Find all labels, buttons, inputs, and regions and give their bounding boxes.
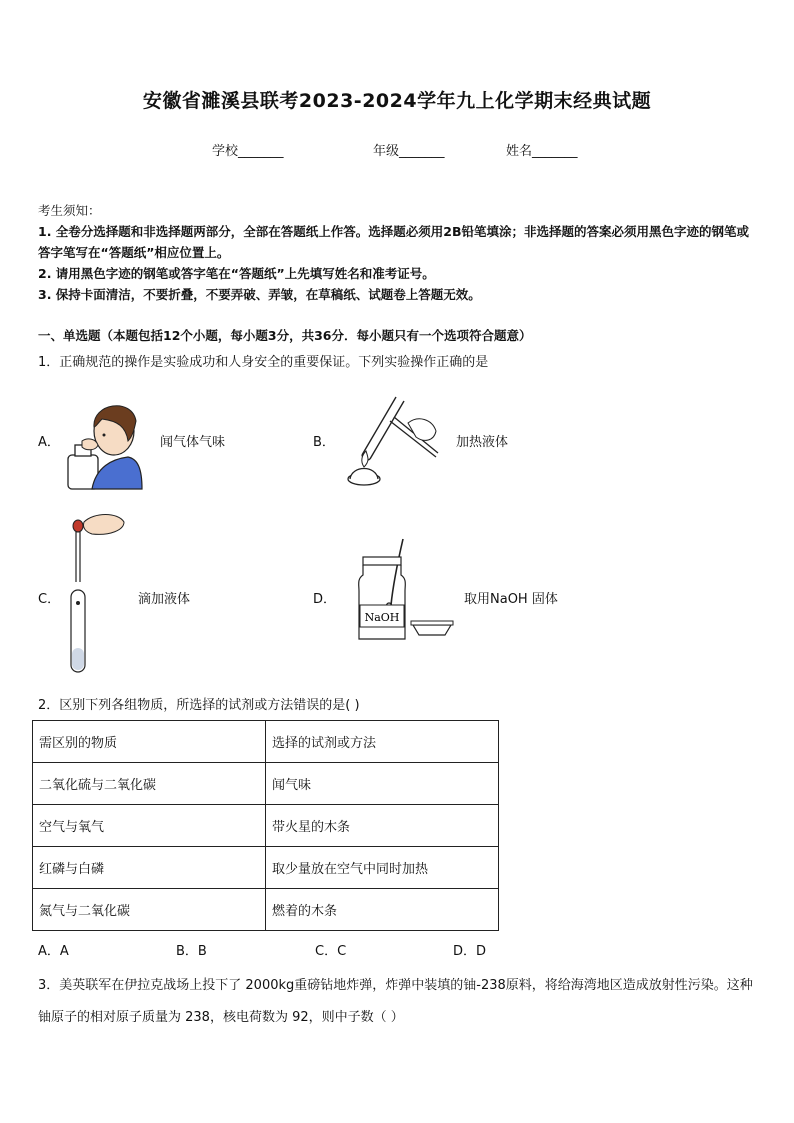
heating-liquid-illustration <box>340 393 440 493</box>
option-c-letter[interactable]: C． <box>38 592 61 607</box>
table-cell: 二氧化硫与二氧化碳 <box>33 763 266 805</box>
table-cell: 氮气与二氧化碳 <box>33 889 266 931</box>
table-cell: 燃着的木条 <box>266 889 499 931</box>
table-cell: 红磷与白磷 <box>33 847 266 889</box>
option-b-letter[interactable]: B． <box>313 435 335 450</box>
table-row <box>33 805 499 847</box>
question-1-stem: 1．正确规范的操作是实验成功和人身安全的重要保证。下列实验操作正确的是 <box>38 355 489 370</box>
grade-field[interactable]: 年级_______ <box>373 144 445 159</box>
name-field[interactable]: 姓名_______ <box>506 144 578 159</box>
naoh-label: NaOH <box>364 611 400 624</box>
table-cell: 选择的试剂或方法 <box>266 721 499 763</box>
notice-heading: 考生须知： <box>38 203 101 218</box>
option-b-text: 加热液体 <box>456 435 509 450</box>
exam-title: 安徽省濉溪县联考2023-2024学年九上化学期末经典试题 <box>142 90 652 112</box>
option-d-letter[interactable]: D． <box>313 592 337 607</box>
table-cell: 取少量放在空气中同时加热 <box>266 847 499 889</box>
table-cell: 闻气味 <box>266 763 499 805</box>
q2-table <box>32 720 499 931</box>
q2-choice-d[interactable]: D．D <box>453 944 487 959</box>
table-row <box>33 763 499 805</box>
question-3-stem: 3．美英联军在伊拉克战场上投下了 2000kg重磅钻地炸弹，炸弹中装填的铀-238原料，将给海湾地区造成放射性污染。这种铀原子的相对原子质量为 238，核电荷数为 92，则中子数（ ） <box>38 978 753 1025</box>
question-2-stem: 2．区别下列各组物质，所选择的试剂或方法错误的是( ) <box>38 698 360 713</box>
dropping-liquid-illustration <box>62 508 128 678</box>
q2-choice-b[interactable]: B．B <box>176 944 207 959</box>
table-cell: 需区别的物质 <box>33 721 266 763</box>
table-cell: 带火星的木条 <box>266 805 499 847</box>
notice-block <box>38 200 760 305</box>
notice-item-3: 3. 保持卡面清洁，不要折叠，不要弄破、弄皱，在草稿纸、试题卷上答题无效。 <box>38 287 481 302</box>
naoh-bottle-illustration <box>355 535 455 645</box>
q2-choice-a[interactable]: A．A <box>38 944 69 959</box>
notice-item-1: 1. 全卷分选择题和非选择题两部分，全部在答题纸上作答。选择题必须用2B铅笔填涂；非选择题的答案必须用黑色字迹的钢笔或答字笔写在“答题纸”相应位置上。 <box>38 224 750 260</box>
table-row <box>33 721 499 763</box>
notice-item-2: 2. 请用黑色字迹的钢笔或答字笔在“答题纸”上先填写姓名和准考证号。 <box>38 266 435 281</box>
school-field[interactable]: 学校_______ <box>212 144 284 159</box>
option-a-text: 闻气体气味 <box>160 435 226 450</box>
table-row <box>33 889 499 931</box>
section-title: 一、单选题（本题包括12个小题，每小题3分，共36分．每小题只有一个选项符合题意） <box>38 328 532 343</box>
q2-choice-c[interactable]: C．C <box>315 944 347 959</box>
option-c-text: 滴加液体 <box>138 592 191 607</box>
option-a-letter[interactable]: A． <box>38 435 60 450</box>
smelling-gas-illustration <box>62 397 144 492</box>
table-cell: 空气与氧气 <box>33 805 266 847</box>
table-row <box>33 847 499 889</box>
option-d-text: 取用NaOH 固体 <box>464 592 558 607</box>
